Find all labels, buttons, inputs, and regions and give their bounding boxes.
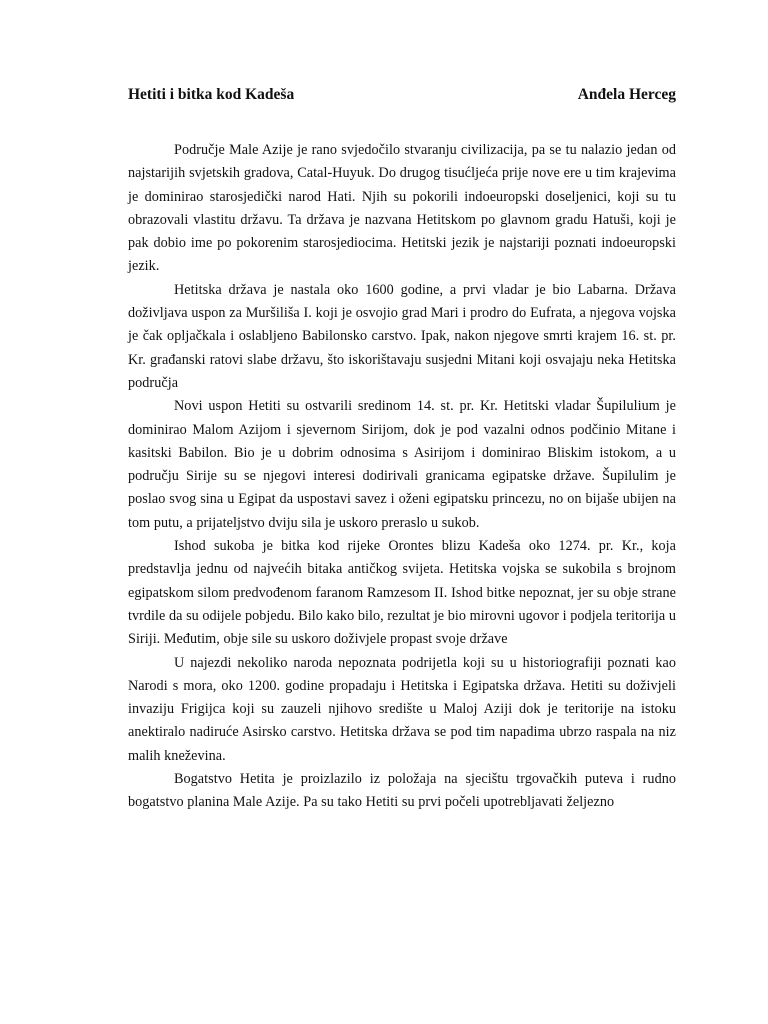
paragraph: Novi uspon Hetiti su ostvarili sredinom 14. st. pr. Kr. Hetitski vladar Šupilulium je dominirao Malom Azijom i sjevernom Sirijom, dok je pod vazalni odnos podčinio Mitane i kasitski Babilon. Bio je u dobrim odnosima s Asirijom i dominirao Bliskim istokom, a u području Sirije su se njegovi interesi dodirivali granicama egipatske države. Šupilulim je poslao svog sina u Egipat da uspostavi savez i oženi egipatsku princezu, no on bijaše ubijen na tom putu, a prijateljstvo dviju sila je uskoro preraslo u sukob. — [128, 398, 676, 531]
paragraph: Hetitska država je nastala oko 1600 godine, a prvi vladar je bio Labarna. Država doživljava uspon za Muršiliša I. koji je osvojio grad Mari i prodro do Eufrata, a njegova vojska je čak opljačkala i oslabljeno Babilonsko carstvo. Ipak, nakon njegove smrti krajem 16. st. pr. Kr. građanski ratovi slabe državu, što iskorištavaju susjedni Mitani koji osvajaju neka Hetitska područja — [128, 281, 676, 391]
paragraph: Područje Male Azije je rano svjedočilo stvaranju civilizacija, pa se tu nalazio jedan od najstarijih svjetskih gradova, Catal-Huyuk. Do drugog tisućljeća prije nove ere u tim krajevima je dominirao starosjedički narod Hati. Njih su pokorili indoeuropski doseljenici, koji su tu obrazovali vlastitu državu. Ta država je nazvana Hetitskom po glavnom gradu Hatuši, koji je pak dobio ime po pokorenim starosjediocima. Hetitski jezik je najstariji poznati indoeuropski jezik. — [128, 142, 676, 275]
document-header — [128, 86, 676, 110]
paragraph: Bogatstvo Hetita je proizlazilo iz položaja na sjecištu trgovačkih puteva i rudno bogatstvo planina Male Azije. Pa su tako Hetiti su prvi počeli upotrebljavati željezno — [128, 771, 676, 811]
paragraph: Ishod sukoba je bitka kod rijeke Orontes blizu Kadeša oko 1274. pr. Kr., koja predstavlja jednu od najvećih bitaka antičkog svijeta. Hetitska vojska se sukobila s brojnom egipatskom silom predvođenom faranom Ramzesom II. Ishod bitke nepoznat, jer su obje strane tvrdile da su odijele pobjedu. Bilo kako bilo, rezultat je bio mirovni ugovor i podjela teritorija u Siriji. Međutim, obje sile su uskoro doživjele propast svoje države — [128, 538, 676, 648]
document-author: Anđela Herceg — [577, 86, 676, 103]
document-title: Hetiti i bitka kod Kadeša — [128, 86, 295, 103]
document-body — [128, 139, 676, 815]
paragraph: U najezdi nekoliko naroda nepoznata podrijetla koji su u historiografiji poznati kao Narodi s mora, oko 1200. godine propadaju i Hetitska i Egipatska država. Hetiti su doživjeli invaziju Frigijca koji su zauzeli njihovo središte u Maloj Aziji dok je teritorije na istoku anektiralo nadiruće Asirsko carstvo. Hetitska država se pod tim napadima ubrzo raspala na niz malih kneževina. — [128, 654, 676, 764]
